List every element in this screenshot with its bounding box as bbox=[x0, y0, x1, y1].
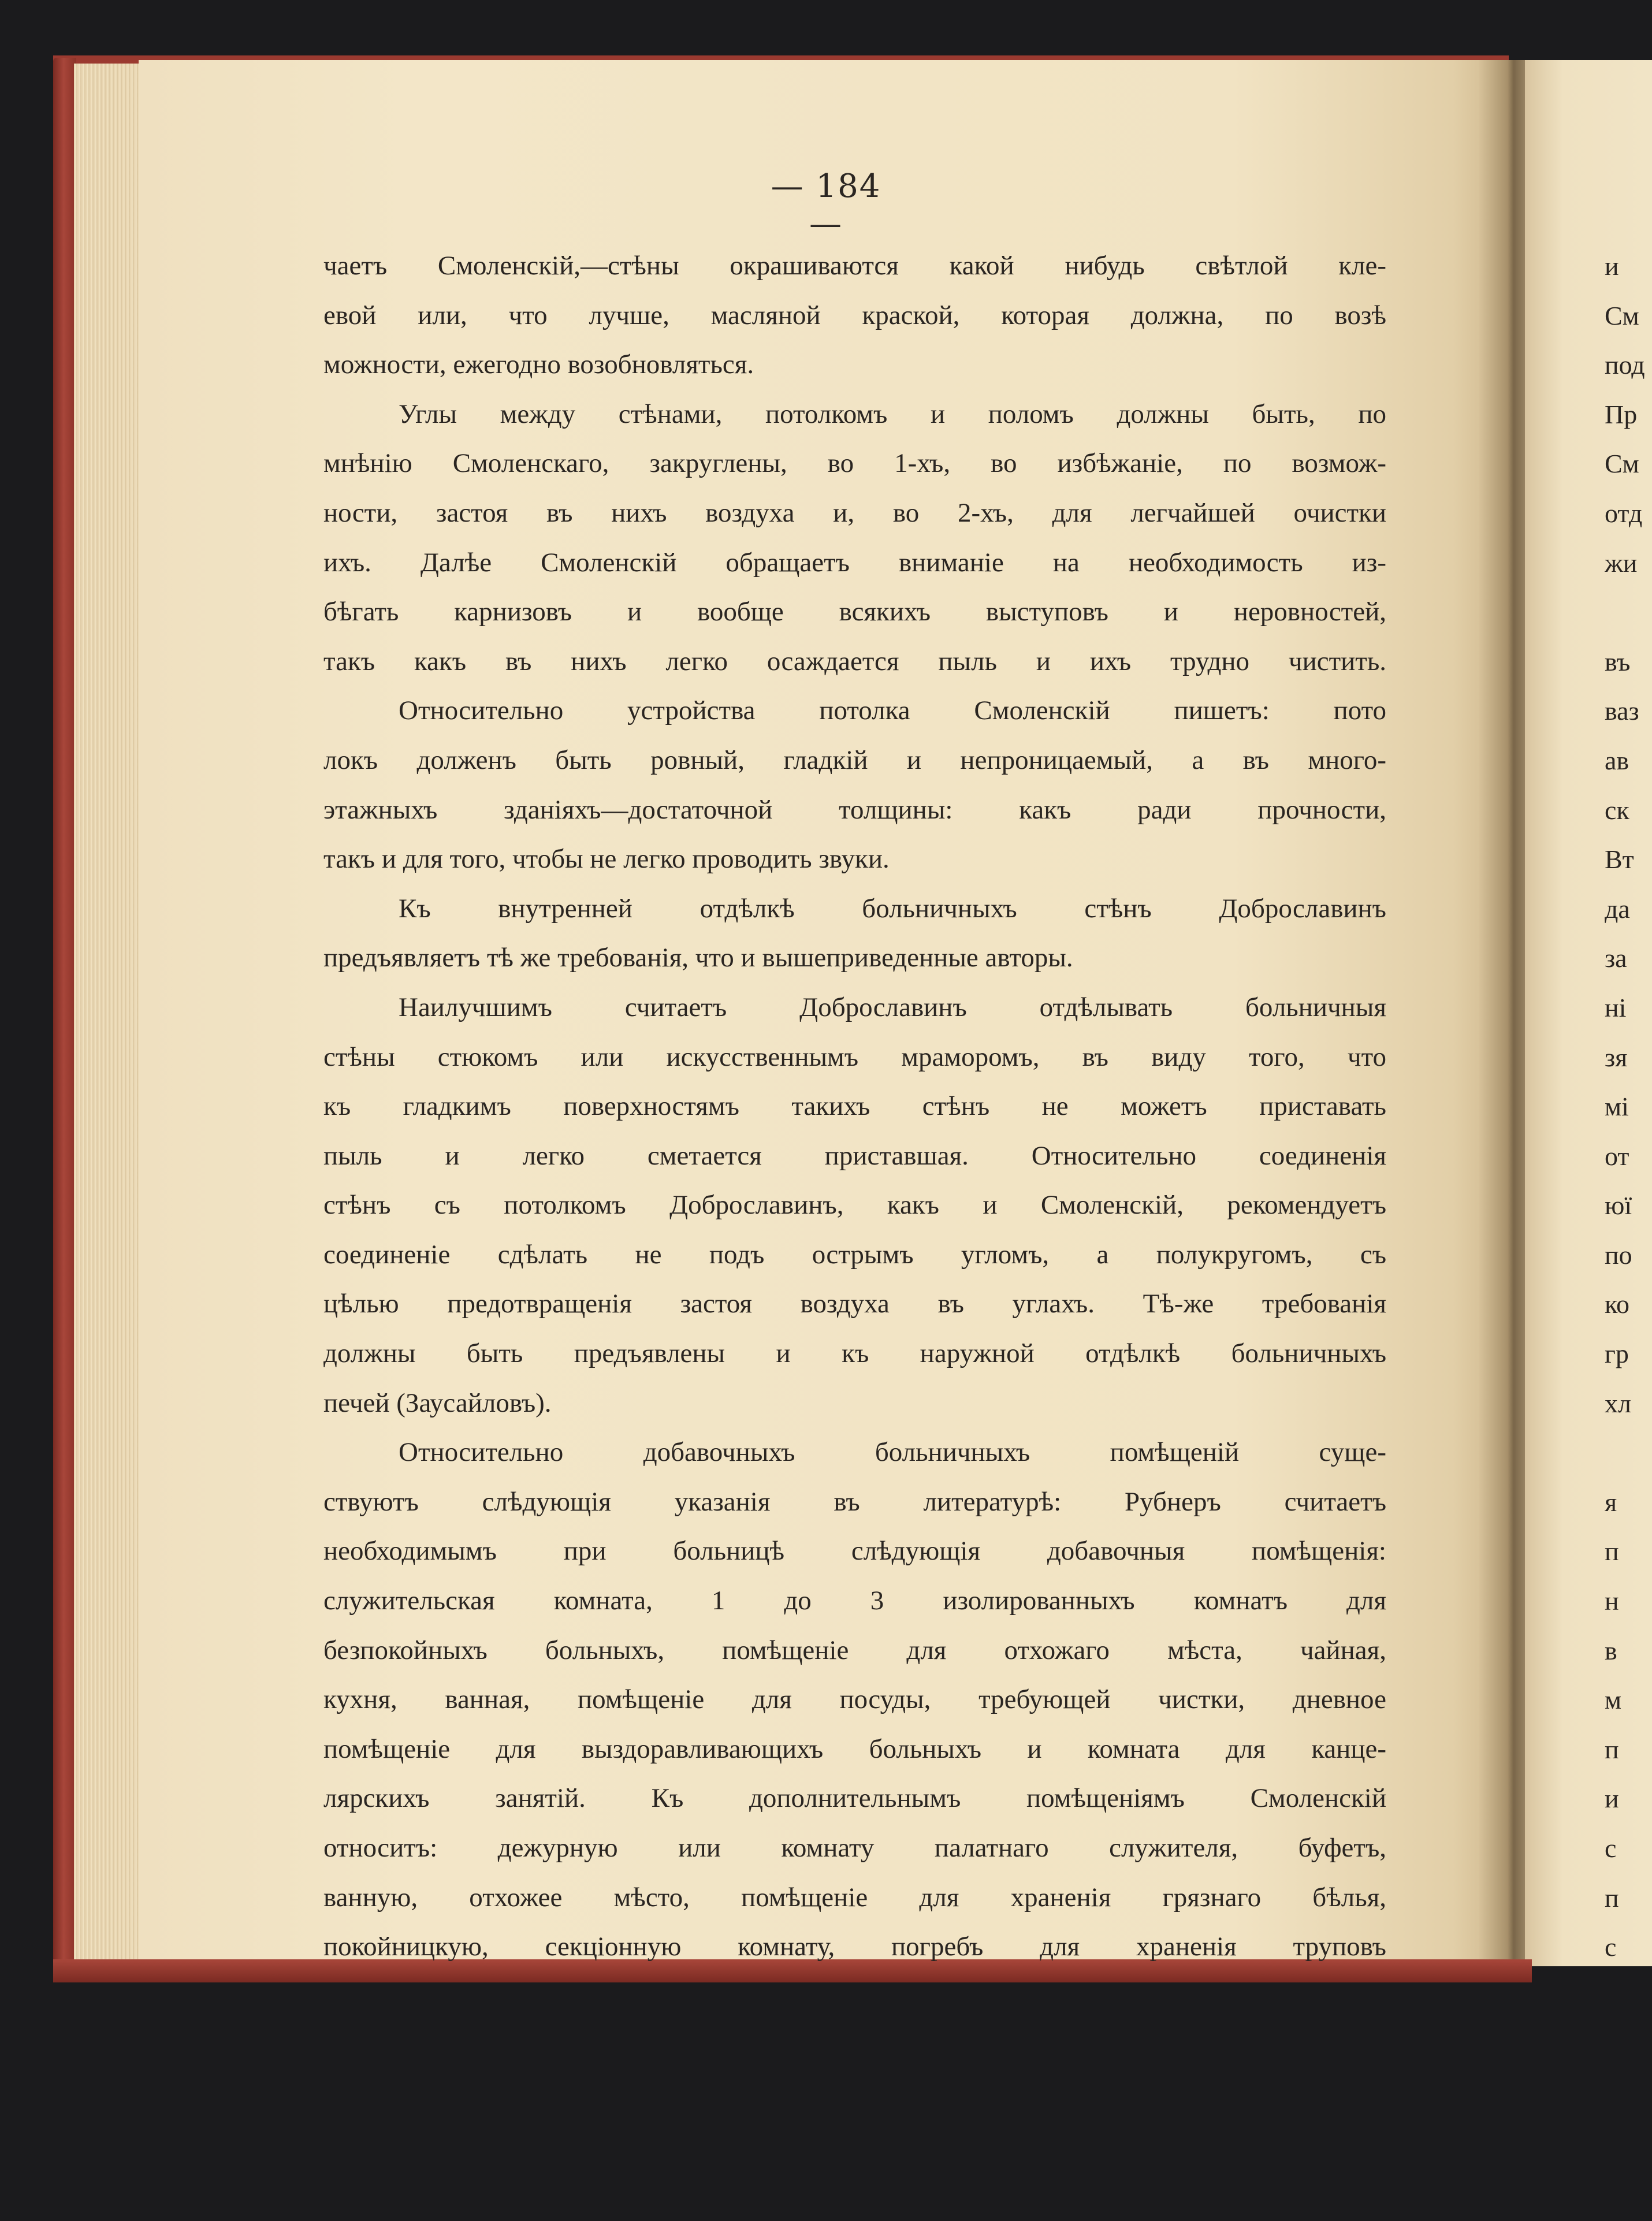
text-line: относитъ: дежурную или комнату палатнаго служителя, буфетъ, bbox=[323, 1833, 1386, 1863]
text-line: стѣнъ съ потолкомъ Доброславинъ, какъ и Смоленскій, рекомендуетъ bbox=[323, 1190, 1386, 1221]
text-line: этажныхъ зданіяхъ—достаточной толщины: какъ ради прочности, bbox=[323, 794, 1386, 825]
text-line: бѣгать карнизовъ и вообще всякихъ выступовъ и неровностей, bbox=[323, 597, 1386, 627]
text-line: ности, застоя въ нихъ воздуха и, во 2-хъ, для легчайшей очистки bbox=[323, 497, 1386, 528]
text-line: Относительно устройства потолка Смоленскій пишетъ: пото bbox=[399, 695, 1386, 726]
text-line: можности, ежегодно возобновляться. bbox=[323, 349, 754, 380]
text-line: цѣлью предотвращенія застоя воздуха въ углахъ. Тѣ-же требованія bbox=[323, 1289, 1386, 1319]
right-page-fragment: отд bbox=[1605, 498, 1643, 528]
right-page-fragment: мі bbox=[1605, 1092, 1629, 1122]
right-page-fragment: ко bbox=[1605, 1289, 1630, 1319]
text-line: лярскихъ занятій. Къ дополнительнымъ помѣщеніямъ Смоленскій bbox=[323, 1783, 1386, 1814]
text-line: ванную, отхожее мѣсто, помѣщеніе для храненія грязнаго бѣлья, bbox=[323, 1882, 1386, 1913]
right-page-fragment: п bbox=[1605, 1734, 1619, 1764]
right-page-fragment: ваз bbox=[1605, 696, 1639, 726]
text-line: Углы между стѣнами, потолкомъ и поломъ должны быть, по bbox=[399, 399, 1386, 429]
page-body-text bbox=[323, 241, 1386, 1972]
text-line: ихъ. Далѣе Смоленскій обращаетъ вниманіе на необходимость из- bbox=[323, 547, 1386, 578]
right-page-fragment: да bbox=[1605, 894, 1630, 924]
right-page-fragment: См bbox=[1605, 300, 1639, 330]
text-line: такъ и для того, чтобы не легко проводить звуки. bbox=[323, 844, 890, 875]
right-page-fragment: от bbox=[1605, 1141, 1629, 1171]
right-page-fragment: въ bbox=[1605, 646, 1631, 676]
right-page-fragment: юї bbox=[1605, 1191, 1632, 1221]
right-page-fragment: м bbox=[1605, 1685, 1622, 1715]
right-page-fragment: ні bbox=[1605, 992, 1627, 1022]
text-line: Наилучшимъ считаетъ Доброславинъ отдѣлывать больничныя bbox=[399, 992, 1386, 1022]
right-page-fragment: п bbox=[1605, 1537, 1619, 1567]
text-line: ствуютъ слѣдующія указанія въ литературѣ: Рубнеръ считаетъ bbox=[323, 1486, 1386, 1517]
right-page-fragment: ав bbox=[1605, 745, 1629, 775]
right-page-fragment: жи bbox=[1605, 548, 1638, 578]
text-line: кухня, ванная, помѣщеніе для посуды, требующей чистки, дневное bbox=[323, 1684, 1386, 1715]
right-page-fragment: н bbox=[1605, 1586, 1619, 1616]
text-line: покойницкую, секціонную комнату, погребъ для храненія труповъ bbox=[323, 1932, 1386, 1962]
text-line: помѣщеніе для выздоравливающихъ больныхъ и комната для канце- bbox=[323, 1733, 1386, 1764]
text-line: локъ долженъ быть ровный, гладкій и непроницаемый, а въ много- bbox=[323, 745, 1386, 775]
right-page-fragment: зя bbox=[1605, 1042, 1628, 1072]
right-page-fragment: и bbox=[1605, 251, 1619, 281]
right-page-fragment: по bbox=[1605, 1240, 1632, 1270]
text-line: печей (Заусайловъ). bbox=[323, 1387, 552, 1418]
right-page-fragment: и bbox=[1605, 1784, 1619, 1814]
text-line: должны быть предъявлены и къ наружной отдѣлкѣ больничныхъ bbox=[323, 1338, 1386, 1369]
right-page-fragment: Пр bbox=[1605, 399, 1638, 429]
text-line: необходимымъ при больницѣ слѣдующія добавочныя помѣщенія: bbox=[323, 1536, 1386, 1567]
right-page-fragment: ск bbox=[1605, 795, 1629, 825]
text-line: евой или, что лучше, масляной краской, которая должна, по возѣ bbox=[323, 300, 1386, 330]
text-line: служительская комната, 1 до 3 изолированныхъ комнатъ для bbox=[323, 1586, 1386, 1616]
right-page-fragment: под bbox=[1605, 350, 1645, 380]
right-page-fragment: гр bbox=[1605, 1339, 1629, 1369]
right-page-fragment: См bbox=[1605, 449, 1639, 479]
text-line: къ гладкимъ поверхностямъ такихъ стѣнъ не можетъ приставать bbox=[323, 1091, 1386, 1122]
book-cover-left-edge bbox=[53, 58, 76, 1976]
right-page-fragment: п bbox=[1605, 1883, 1619, 1913]
text-line: мнѣнію Смоленскаго, закруглены, во 1-хъ, во избѣжаніе, по возмож- bbox=[323, 448, 1386, 479]
right-page-fragment: с bbox=[1605, 1833, 1617, 1863]
right-page-fragment: Вт bbox=[1605, 844, 1634, 875]
text-line: Относительно добавочныхъ больничныхъ помѣщеній суще- bbox=[399, 1437, 1386, 1468]
right-page-fragment: в bbox=[1605, 1635, 1617, 1665]
text-line: такъ какъ въ нихъ легко осаждается пыль и ихъ трудно чистить. bbox=[323, 646, 1386, 676]
right-page-fragment bbox=[1605, 587, 1652, 637]
text-line: предъявляетъ тѣ же требованія, что и вышеприведенные авторы. bbox=[323, 943, 1073, 973]
stacked-page-edges bbox=[74, 64, 143, 1964]
right-page-fragment: я bbox=[1605, 1487, 1617, 1517]
page-number: — 184 — bbox=[771, 168, 881, 243]
right-page-fragment bbox=[1605, 1428, 1652, 1478]
right-page-text-fragments bbox=[1605, 241, 1652, 1972]
text-line: соединеніе сдѣлать не подъ острымъ угломъ, а полукругомъ, съ bbox=[323, 1239, 1386, 1270]
text-line: пыль и легко сметается приставшая. Относительно соединенія bbox=[323, 1140, 1386, 1171]
text-line: чаетъ Смоленскій,—стѣны окрашиваются какой нибудь свѣтлой кле- bbox=[323, 251, 1386, 281]
text-line: Къ внутренней отдѣлкѣ больничныхъ стѣнъ Доброславинъ bbox=[399, 893, 1386, 924]
text-line: стѣны стюкомъ или искусственнымъ мраморомъ, въ виду того, что bbox=[323, 1041, 1386, 1072]
right-page-fragment: за bbox=[1605, 943, 1627, 973]
right-page-fragment: хл bbox=[1605, 1388, 1631, 1418]
text-line: безпокойныхъ больныхъ, помѣщеніе для отхожаго мѣста, чайная, bbox=[323, 1635, 1386, 1665]
right-page-fragment: с bbox=[1605, 1932, 1617, 1962]
